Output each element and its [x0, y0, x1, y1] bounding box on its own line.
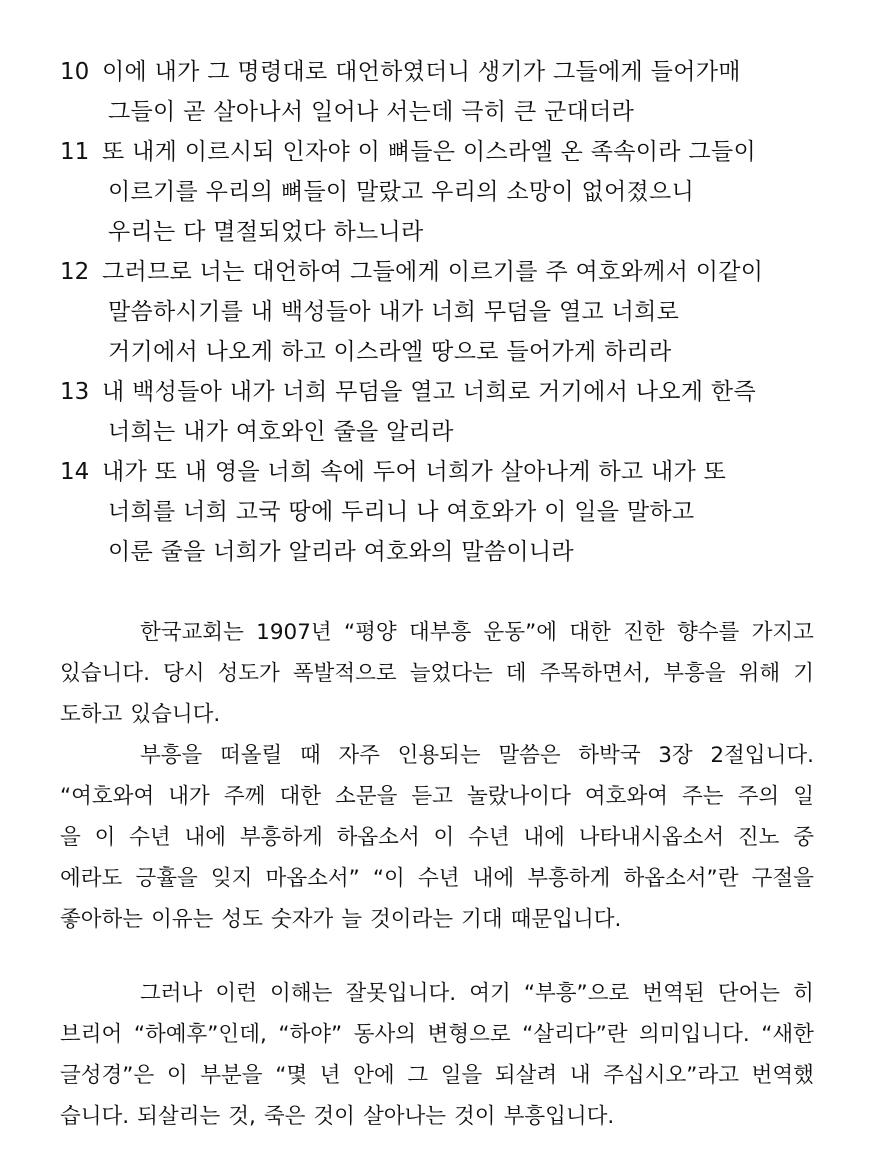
- word: 말씀은: [498, 743, 561, 768]
- word: 여기: [469, 981, 511, 1006]
- paragraph-line: [60, 899, 814, 940]
- word: 나타내시옵소서: [578, 825, 725, 850]
- word: 부흥입니다.: [503, 1104, 615, 1129]
- word: 습니다.: [60, 1104, 130, 1129]
- paragraph-line: [60, 776, 814, 817]
- paragraph-3: [60, 973, 814, 1137]
- word: 진노: [737, 825, 780, 850]
- word: 주목하면서,: [539, 661, 651, 686]
- word: “하예후”인데,: [133, 1022, 267, 1047]
- verse-10: [60, 52, 820, 132]
- word: 이: [94, 825, 116, 850]
- word: 수년: [417, 866, 460, 891]
- word: 위해: [738, 661, 781, 686]
- word: 하옵소서”란: [623, 866, 739, 891]
- word: 것,: [228, 1104, 256, 1129]
- word: 가지고: [751, 620, 814, 645]
- verse-line: 내가 또 내 영을 너희 속에 두어 너희가 살아나게 하고 내가 또: [102, 459, 727, 485]
- word: 이해는: [270, 981, 333, 1006]
- verse-11: [60, 132, 820, 252]
- word: “평양: [343, 620, 397, 645]
- paragraph-line: [60, 612, 814, 653]
- verse-line: 그러므로 너는 대언하여 그들에게 이르기를 주 여호와께서 이같이: [102, 259, 764, 285]
- verse-text: [102, 452, 820, 572]
- verse-line: 이룬 줄을 너희가 알리라 여호와의 말씀이니라: [108, 539, 574, 565]
- word: 있습니다.: [60, 661, 150, 686]
- word: 하박국: [578, 743, 641, 768]
- word: 2절입니다.: [710, 743, 814, 768]
- word: 때: [299, 743, 321, 768]
- word: 늘었다는: [409, 661, 493, 686]
- word: 내가: [168, 784, 210, 809]
- word: 변형으로: [427, 1022, 511, 1047]
- word: 대한: [569, 620, 611, 645]
- word: 긍휼을: [135, 866, 198, 891]
- word: 듣고: [411, 784, 453, 809]
- word: 때문입니다.: [510, 907, 622, 932]
- word: 주께: [223, 784, 266, 809]
- paragraph-line: [60, 1014, 814, 1055]
- word: 것이: [313, 1104, 355, 1129]
- word: 부분을: [200, 1063, 263, 1088]
- word: 수년: [468, 825, 510, 850]
- word: 부흥을: [140, 743, 203, 768]
- word: 이: [433, 825, 455, 850]
- word: 그러나: [140, 981, 203, 1006]
- word: 성도: [221, 907, 263, 932]
- word: 마옵소서”: [265, 866, 360, 891]
- word: 일: [793, 784, 814, 809]
- verse-12: [60, 252, 820, 372]
- verse-number: 11: [60, 139, 90, 165]
- word: 운동”에: [483, 620, 557, 645]
- word: 이: [166, 1063, 188, 1088]
- word: 것이: [454, 1104, 496, 1129]
- paragraph-line: [60, 858, 814, 899]
- verse-line: 이에 내가 그 명령대로 대언하였더니 생기가 그들에게 들어가매: [102, 59, 741, 85]
- verse-line: 거기에서 나오게 하고 이스라엘 땅으로 들어가게 하리라: [108, 339, 672, 365]
- word: 되살려: [494, 1063, 558, 1088]
- word: 늘: [341, 907, 363, 932]
- verse-line: 우리는 다 멸절되었다 하느니라: [108, 219, 424, 245]
- word: 년: [319, 1063, 341, 1088]
- paragraph-1: [60, 612, 814, 735]
- word: 내: [569, 1063, 591, 1088]
- word: 살아나는: [362, 1104, 447, 1129]
- verse-line: 너희를 너희 고국 땅에 두리니 나 여호와가 이 일을 말하고: [108, 499, 695, 525]
- word: 대부흥: [408, 620, 472, 645]
- word: 의미입니다.: [639, 1022, 750, 1047]
- word: 중: [793, 825, 814, 850]
- word: 히: [793, 981, 814, 1006]
- verse-number: 13: [60, 379, 90, 405]
- word: 글성경”은: [60, 1063, 155, 1088]
- word: 동사의: [353, 1022, 417, 1047]
- paragraph-line: [60, 1055, 814, 1096]
- word: “여호와여: [60, 784, 155, 809]
- word: 이런: [215, 981, 257, 1006]
- word: 자주: [338, 743, 380, 768]
- verse-line: 말씀하시기를 내 백성들아 내가 너희 무덤을 열고 너희로: [108, 299, 680, 325]
- word: 소문을: [335, 784, 398, 809]
- paragraph-line: [60, 735, 814, 776]
- word: 에라도: [60, 866, 123, 891]
- word: 떠올릴: [219, 743, 283, 768]
- word: 폭발적으로: [292, 661, 397, 686]
- verse-line: 너희는 내가 여호와인 줄을 알리라: [108, 419, 454, 445]
- word: 내에: [472, 866, 515, 891]
- word: 부흥을: [663, 661, 726, 686]
- word: 하옵소서: [336, 825, 420, 850]
- verse-number: 10: [60, 59, 90, 85]
- word: “하야”: [278, 1022, 343, 1047]
- word: 수년: [129, 825, 171, 850]
- verse-13: [60, 372, 820, 452]
- word: 1907년: [256, 620, 332, 645]
- word: 안에: [353, 1063, 395, 1088]
- paragraph-2: [60, 735, 814, 940]
- word: 번역된: [642, 981, 705, 1006]
- verse-number: 12: [60, 259, 90, 285]
- word: 단어는: [717, 981, 781, 1006]
- paragraph-line: [60, 817, 814, 858]
- word: 주의: [737, 784, 780, 809]
- verse-line: 또 내게 이르시되 인자야 이 뼈들은 이스라엘 온 족속이라 그들이: [102, 139, 756, 165]
- word: 도하고: [60, 702, 123, 727]
- word: “새한: [761, 1022, 814, 1047]
- word: 내에: [184, 825, 226, 850]
- word: 데: [505, 661, 527, 686]
- paragraph-line: [60, 653, 814, 694]
- verse-text: [102, 132, 820, 252]
- word: 한국교회는: [140, 620, 244, 645]
- verse-text: [102, 252, 820, 372]
- word: 주십시오”라고: [603, 1063, 739, 1088]
- word: 되살리는: [137, 1104, 221, 1129]
- verse-line: 이르기를 우리의 뼈들이 말랐고 우리의 소망이 없어졌으니: [108, 179, 695, 205]
- verse-line: 내 백성들아 내가 너희 무덤을 열고 너희로 거기에서 나오게 한즉: [102, 379, 756, 405]
- word: 3장: [658, 743, 693, 768]
- verse-text: [102, 372, 820, 452]
- word: 번역했: [751, 1063, 814, 1088]
- verse-14: [60, 452, 820, 572]
- word: 주는: [682, 784, 724, 809]
- word: 잊지: [210, 866, 253, 891]
- word: 숫자가: [270, 907, 334, 932]
- word: 성도가: [217, 661, 280, 686]
- verse-number: 14: [60, 459, 90, 485]
- word: 잘못입니다.: [345, 981, 457, 1006]
- scripture-passage: [60, 52, 820, 572]
- word: 당시: [162, 661, 205, 686]
- word: 기대: [461, 907, 503, 932]
- word: “몇: [275, 1063, 308, 1088]
- word: 부흥하게: [527, 866, 611, 891]
- word: 여호와여: [584, 784, 668, 809]
- paragraph-line: [60, 1096, 814, 1137]
- word: 있습니다.: [130, 702, 221, 727]
- word: “살리다”란: [522, 1022, 628, 1047]
- verse-text: [102, 52, 820, 132]
- word: 대한: [279, 784, 321, 809]
- word: 놀랐나이다: [467, 784, 571, 809]
- verse-line: 그들이 곧 살아나서 일어나 서는데 극히 큰 군대더라: [108, 99, 635, 125]
- word: 구절을: [751, 866, 814, 891]
- word: 이유는: [151, 907, 214, 932]
- word: 죽은: [263, 1104, 306, 1129]
- paragraph-line: [60, 694, 814, 735]
- word: 내에: [523, 825, 565, 850]
- word: 인용되는: [397, 743, 481, 768]
- paragraph-line: [60, 973, 814, 1014]
- word: 기: [793, 661, 814, 686]
- word: “이: [372, 866, 405, 891]
- word: 일을: [440, 1063, 483, 1088]
- word: 브리어: [60, 1022, 123, 1047]
- word: 것이라는: [370, 907, 454, 932]
- word: 좋아하는: [60, 907, 144, 932]
- word: 진한: [623, 620, 665, 645]
- word: “부흥”으로: [523, 981, 630, 1006]
- word: 그: [407, 1063, 429, 1088]
- word: 을: [60, 825, 81, 850]
- word: 향수를: [676, 620, 740, 645]
- word: 부흥하게: [239, 825, 323, 850]
